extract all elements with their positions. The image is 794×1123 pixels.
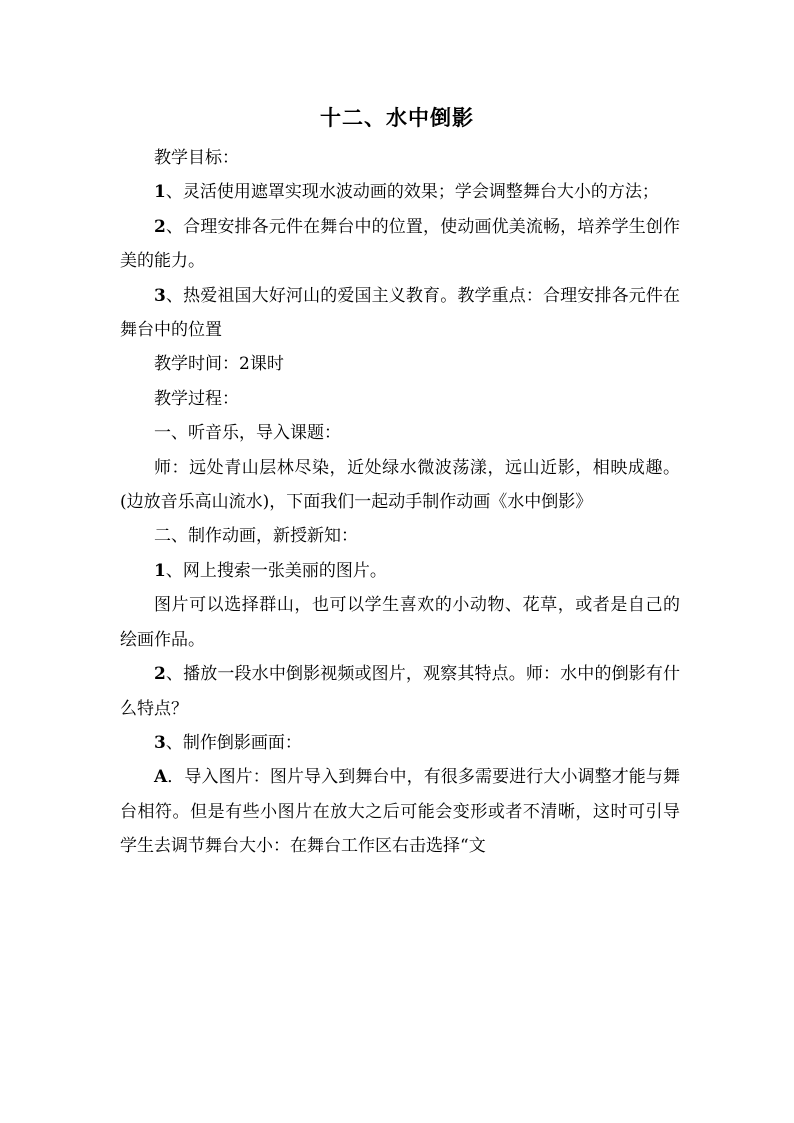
paragraph-number: A [154,767,168,788]
paragraph [120,141,680,175]
paragraph-text: 、制作倒影画面： [165,732,302,753]
paragraph-text: 师：远处青山层林尽染，近处绿水微波荡漾，远山近影，相映成趣。(边放音乐高山流水)，下面我们一起动手制作动画《水中倒影》 [120,457,680,513]
paragraph-number: 1 [154,182,166,203]
paragraph-text: 二、制作动画，新授新知： [154,526,358,547]
paragraph-number: 2 [154,664,166,685]
paragraph-number: 2 [154,216,166,237]
paragraph-number: 3 [154,285,166,306]
paragraph [120,554,680,588]
paragraph-text: 教学时间：2课时 [154,354,284,375]
paragraph-text: 、热爱祖国大好河山的爱国主义教育。教学重点：合理安排各元件在舞台中的位置 [120,285,680,341]
paragraph-number: 1 [154,560,166,581]
paragraph-text: 教学过程： [154,388,239,409]
paragraph [120,726,680,760]
paragraph [120,279,680,348]
paragraph-text: 、合理安排各元件在舞台中的位置，使动画优美流畅，培养学生创作美的能力。 [120,216,680,272]
paragraph-text: 、播放一段水中倒影视频或图片，观察其特点。师：水中的倒影有什么特点？ [120,664,680,719]
paragraph [120,210,680,279]
paragraph [120,451,680,520]
paragraph-text: 、灵活使用遮罩实现水波动画的效果；学会调整舞台大小的方法； [165,182,659,203]
paragraph [120,382,680,416]
paragraph [120,175,680,209]
document-body [120,141,680,864]
paragraph [120,588,680,657]
paragraph-number: 3 [154,732,166,753]
paragraph [120,416,680,450]
paragraph-text: ．导入图片：图片导入到舞台中，有很多需要进行大小调整才能与舞台相符。但是有些小图片在放大之后可能会变形或者不清晰，这时可引导学生去调节舞台大小：在舞台工作区右击选择“文 [120,767,680,857]
paragraph [120,760,680,863]
paragraph [120,519,680,553]
paragraph-text: 、网上搜索一张美丽的图片。 [165,560,387,581]
paragraph [120,347,680,381]
paragraph-text: 图片可以选择群山，也可以学生喜欢的小动物、花草，或者是自己的绘画作品。 [120,595,680,650]
document-title: 十二、水中倒影 [320,105,474,130]
paragraph [120,657,680,726]
paragraph-text: 教学目标： [154,148,239,168]
paragraph-text: 一、听音乐，导入课题： [154,423,341,444]
